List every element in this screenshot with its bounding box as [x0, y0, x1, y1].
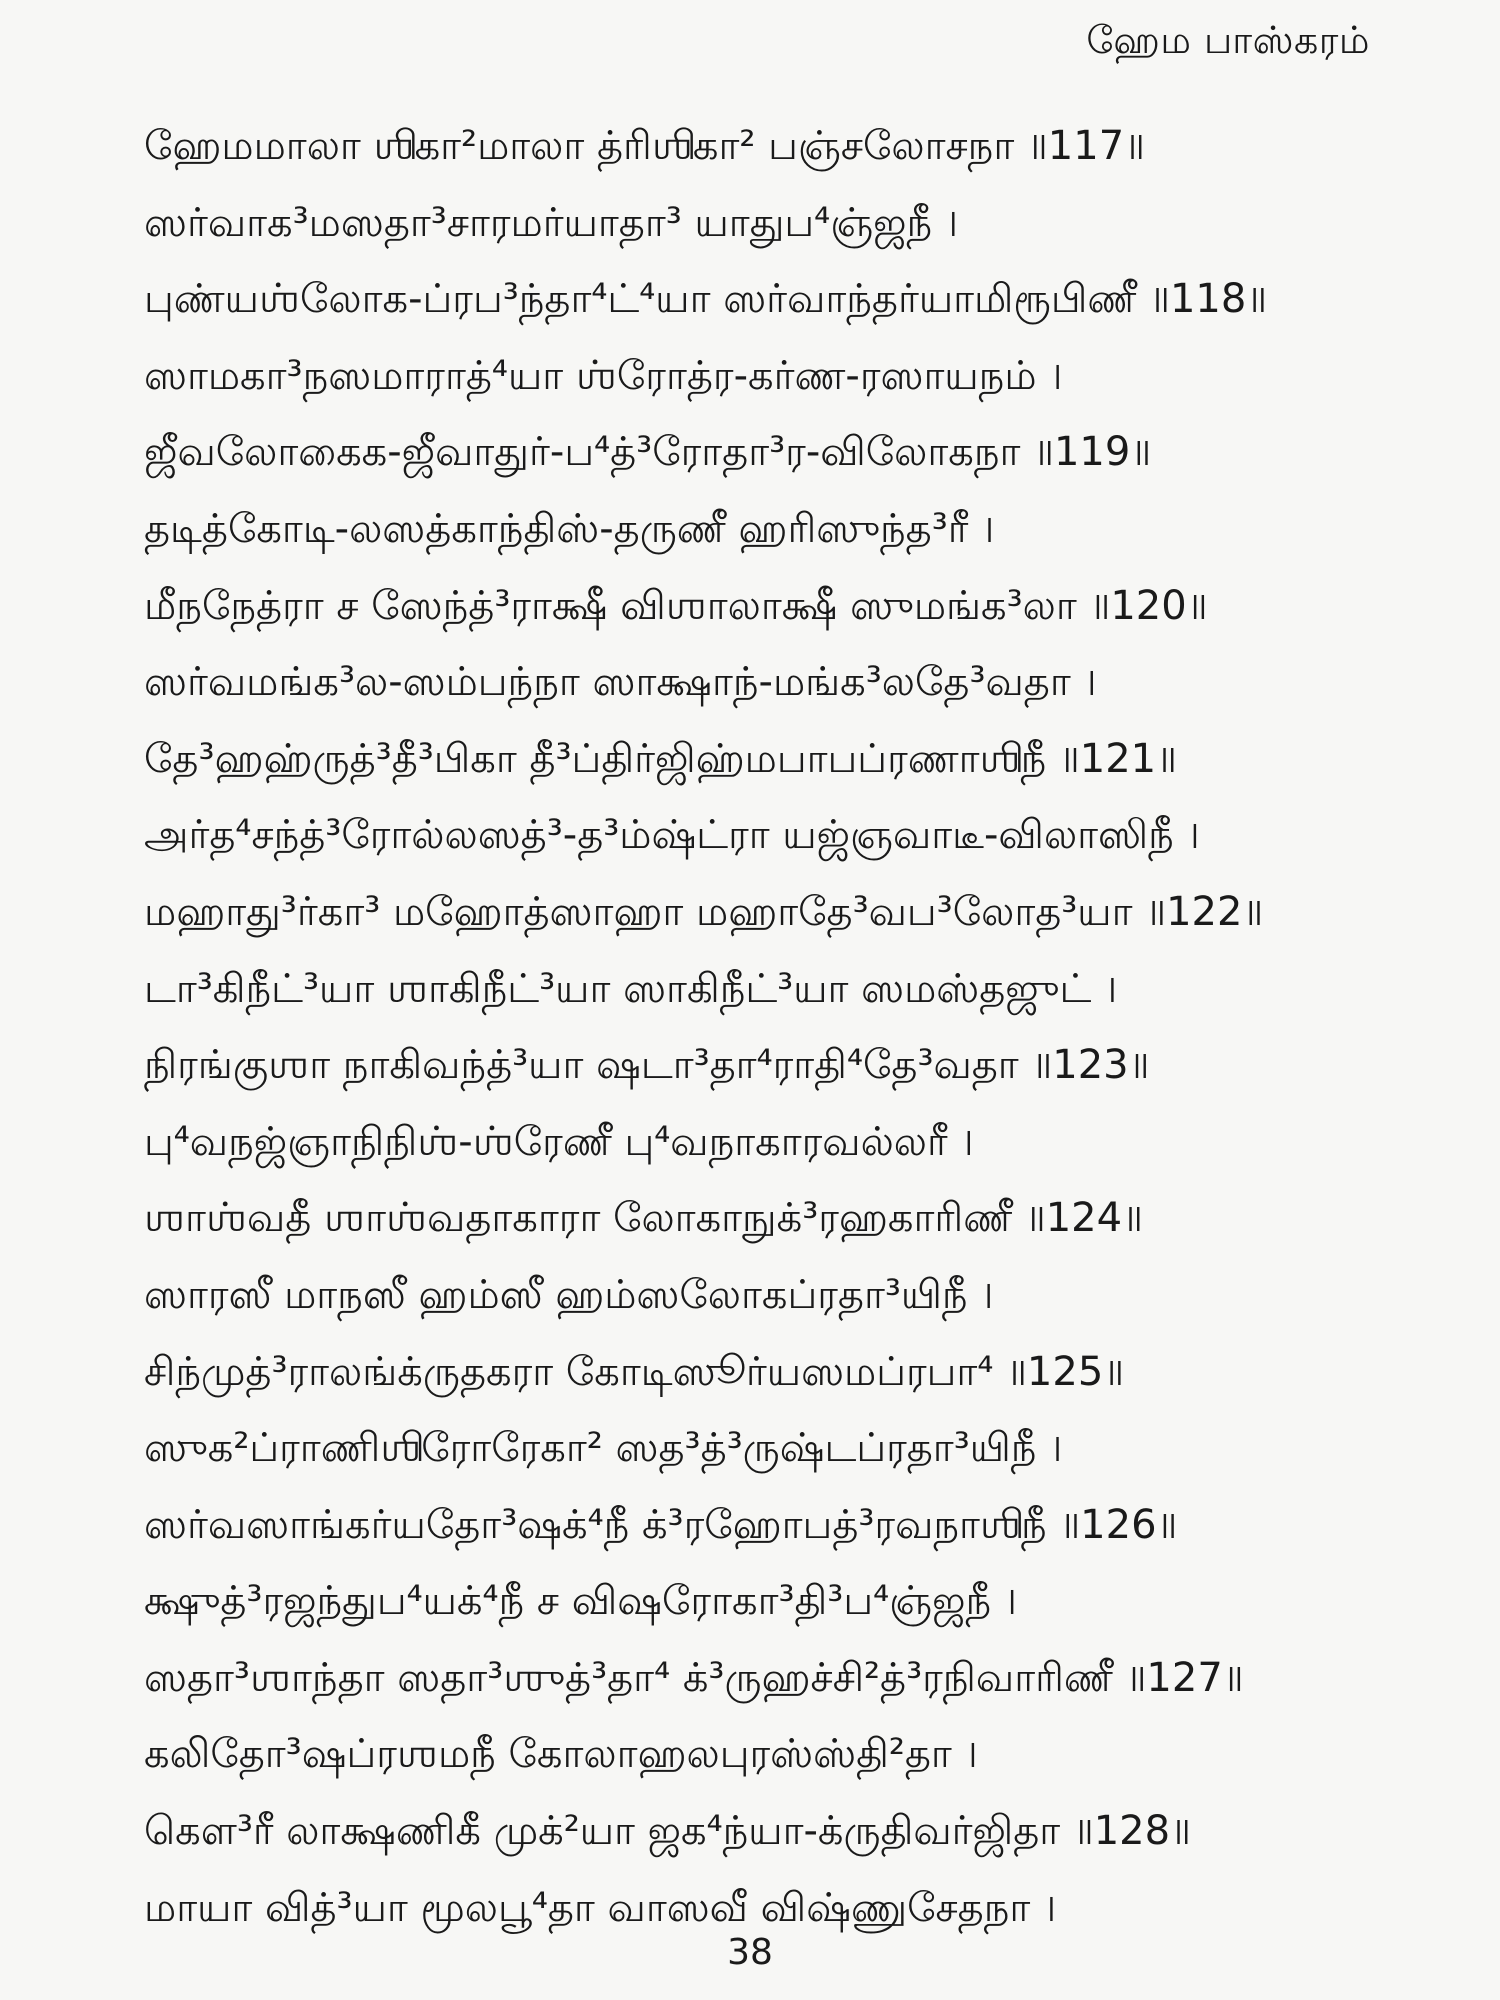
page-number: 38: [727, 1932, 773, 1973]
verse-line: மாயா வித்³யா மூலபூ⁴தா வாஸவீ விஷ்ணுசேதநா ।: [144, 1884, 1057, 1931]
verse-line: ஸதா³ஶாந்தா ஸதா³ஶுத்³தா⁴ க்³ருஹச்சி²த்³ரநிவாரிணீ ॥127॥: [144, 1654, 1244, 1701]
running-header: ஹேம பாஸ்கரம்: [1086, 18, 1370, 62]
verse-line: டா³கிநீட்³யா ஶாகிநீட்³யா ஸாகிநீட்³யா ஸமஸ்தஜுட் ।: [144, 965, 1118, 1012]
verse-line: அர்த⁴சந்த்³ரோல்லஸத்³-த³ம்ஷ்ட்ரா யஜ்ஞவாடீ-விலாஸிநீ ।: [144, 812, 1200, 859]
verse-line: கலிதோ³ஷப்ரஶமநீ கோலாஹலபுரஸ்ஸ்தி²தா ।: [144, 1731, 978, 1778]
verse-line: ஸர்வஸாங்கர்யதோ³ஷக்⁴நீ க்³ரஹோபத்³ரவநாஶிநீ ॥126॥: [144, 1501, 1178, 1548]
verse-line: ஹேமமாலா ஶிகா²மாலா த்ரிஶிகா² பஞ்சலோசநா ॥117॥: [144, 123, 1145, 169]
verse-line: சிந்முத்³ராலங்க்ருதகரா கோடிஸூர்யஸமப்ரபா⁴ ॥125॥: [144, 1348, 1125, 1395]
verse-line: தடித்கோடி-லஸத்காந்திஸ்-தருணீ ஹரிஸுந்த³ரீ ।: [144, 505, 995, 552]
verse-line: பு⁴வநஜ்ஞாநிநிஶ்-ஶ்ரேணீ பு⁴வநாகாரவல்லரீ ।: [144, 1118, 974, 1165]
verse-line: ஸுக²ப்ராணிஶிரோரேகா² ஸத³த்³ருஷ்டப்ரதா³யிநீ ।: [144, 1425, 1063, 1472]
verse-line: புண்யஶ்லோக-ப்ரப³ந்தா⁴ட்⁴யா ஸர்வாந்தர்யாமிரூபிணீ ॥118॥: [144, 276, 1268, 323]
verse-line: ஸாமகா³நஸமாராத்⁴யா ஶ்ரோத்ர-கர்ண-ரஸாயநம் ।: [144, 352, 1063, 399]
verse-line: ஸர்வமங்க³ல-ஸம்பந்நா ஸாக்ஷாந்-மங்க³லதே³வதா ।: [144, 659, 1097, 706]
verse-line: ஸர்வாக³மஸதா³சாரமர்யாதா³ யாதுப⁴ஞ்ஜநீ ।: [144, 199, 959, 246]
verse-line: ஶாஶ்வதீ ஶாஶ்வதாகாரா லோகாநுக்³ரஹகாரிணீ ॥124॥: [144, 1195, 1143, 1242]
verse-block: [144, 108, 1384, 1946]
verse-line: தே³ஹஹ்ருத்³தீ³பிகா தீ³ப்திர்ஜிஹ்மபாபப்ரணாஶிநீ ॥121॥: [144, 735, 1177, 782]
verse-line: ஸாரஸீ மாநஸீ ஹம்ஸீ ஹம்ஸலோகப்ரதா³யிநீ ।: [144, 1271, 994, 1318]
verse-line: ஜீவலோகைக-ஜீவாதுர்-ப⁴த்³ரோதா³ர-விலோகநா ॥119॥: [144, 429, 1152, 476]
verse-line: மஹாது³ர்கா³ மஹோத்ஸாஹா மஹாதே³வப³லோத³யா ॥122॥: [144, 888, 1264, 935]
verse-line: மீநநேத்ரா ச ஸேந்த்³ராக்ஷீ விஶாலாக்ஷீ ஸுமங்க³லா ॥120॥: [144, 582, 1208, 629]
verse-line: கௌ³ரீ லாக்ஷணிகீ முக்²யா ஜக⁴ந்யா-க்ருதிவர்ஜிதா ॥128॥: [144, 1808, 1191, 1855]
verse-line: நிரங்குஶா நாகிவந்த்³யா ஷடா³தா⁴ராதி⁴தே³வதா ॥123॥: [144, 1042, 1150, 1089]
verse-line: க்ஷுத்³ரஜந்துப⁴யக்⁴நீ ச விஷரோகா³தி³ப⁴ஞ்ஜநீ ।: [144, 1578, 1017, 1625]
